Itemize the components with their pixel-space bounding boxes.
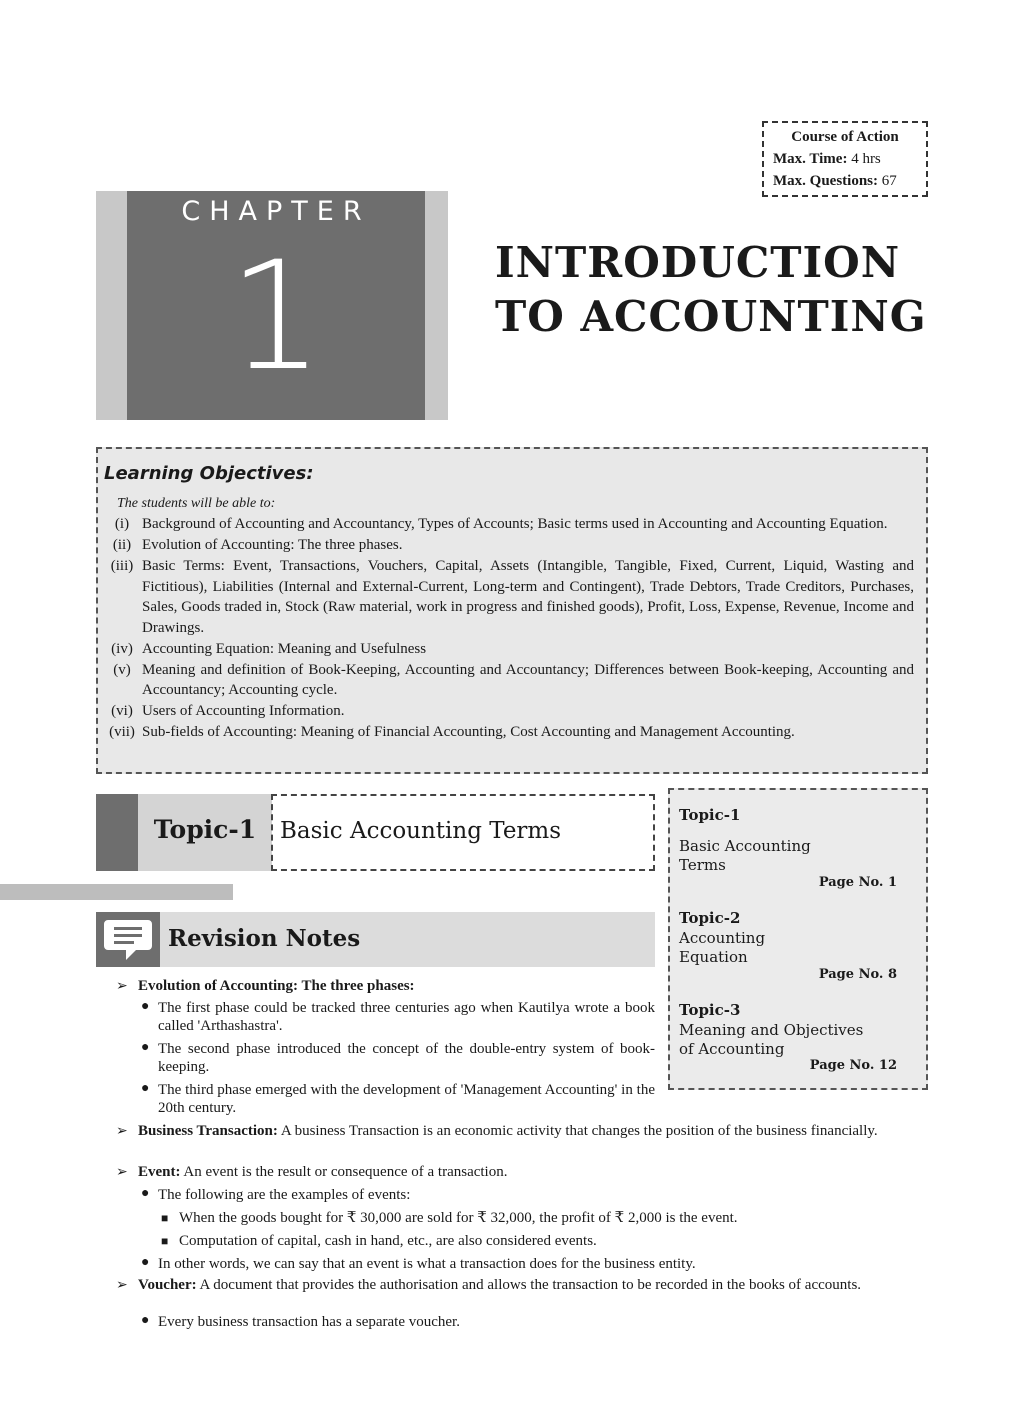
notes-icon-bg xyxy=(96,912,160,967)
topic-label: Topic-1 xyxy=(153,815,257,844)
max-questions: Max. Questions: 67 xyxy=(773,173,897,189)
topic-index-page: Page No. 1 xyxy=(818,875,897,890)
square-bullet-icon: ■ xyxy=(161,1211,169,1225)
list-item: (v) Meaning and definition of Book-Keeping, Accounting and Accountancy; Differences between Book-keeping, Accounting and Accountancy; Accounting cycle. xyxy=(113,661,914,698)
chapter-number: 1 xyxy=(228,230,324,404)
max-time: Max. Time: 4 hrs xyxy=(773,151,881,167)
list-item: (iii) Basic Terms: Event, Transactions, Vouchers, Capital, Assets (Intangible, Tangible, Fixed, Current, Liquid, Wasting and Fictitious), Liabilities (Internal and External-Current, Long-term and Contingent), Trade Debtors, Trade Creditors, Purchases, Sales, Goods traded in, Stock (Raw material, work in progress and finished goods), Profit, Loss, Expense, Revenue, Income and Drawings. xyxy=(110,558,914,636)
list-item: (vi) Users of Accounting Information. xyxy=(111,703,345,719)
divider xyxy=(0,884,233,900)
list-item: The first phase could be tracked three centuries ago when Kautilya wrote a book called 'Arthashastra'. xyxy=(158,1000,655,1034)
topic-header-accent xyxy=(96,794,138,871)
voucher: Voucher: A document that provides the authorisation and allows the transaction to be recorded in the books of accounts. xyxy=(138,1277,862,1293)
bullet-icon: ● xyxy=(141,1313,150,1328)
speech-bubble-icon xyxy=(96,912,160,967)
list-item: The second phase introduced the concept of the double-entry system of book-keeping. xyxy=(158,1041,655,1075)
learning-objectives-list xyxy=(102,514,914,743)
arrow-bullet-icon: ➢ xyxy=(116,1278,128,1293)
learning-objectives-intro: The students will be able to: xyxy=(117,496,276,511)
list-item: (vii) Sub-fields of Accounting: Meaning of Financial Accounting, Cost Accounting and Management Accounting. xyxy=(109,724,795,740)
list-item: When the goods bought for ₹ 30,000 are sold for ₹ 32,000, the profit of ₹ 2,000 is the event. xyxy=(179,1210,738,1226)
chapter-label: CHAPTER xyxy=(181,196,371,227)
bullet-icon: ● xyxy=(141,1186,150,1201)
topic-index-name: Basic Accounting Terms xyxy=(679,837,811,874)
bullet-icon: ● xyxy=(141,1081,150,1096)
evolution-heading: Evolution of Accounting: The three phases: xyxy=(138,978,415,994)
list-item: Computation of capital, cash in hand, etc., are also considered events. xyxy=(179,1233,597,1249)
square-bullet-icon: ■ xyxy=(161,1234,169,1248)
topic-index-label: Topic-3 xyxy=(679,1001,741,1019)
event: Event: An event is the result or consequence of a transaction. xyxy=(138,1164,508,1180)
arrow-bullet-icon: ➢ xyxy=(116,1124,128,1139)
list-item: (i) Background of Accounting and Accountancy, Types of Accounts; Basic terms used in Accounting and Accounting Equation. xyxy=(114,516,888,532)
arrow-bullet-icon: ➢ xyxy=(116,1165,128,1180)
business-transaction: Business Transaction: A business Transaction is an economic activity that changes the position of the business financially. xyxy=(138,1123,878,1139)
list-item: The third phase emerged with the development of 'Management Accounting' in the 20th century. xyxy=(158,1082,655,1116)
topic-index-label: Topic-2 xyxy=(679,909,741,927)
list-item: The following are the examples of events: xyxy=(158,1187,411,1203)
list-item: (iv) Accounting Equation: Meaning and Usefulness xyxy=(111,640,427,657)
bullet-icon: ● xyxy=(141,999,150,1014)
list-item: Every business transaction has a separate voucher. xyxy=(158,1314,460,1330)
list-item: (ii) Evolution of Accounting: The three phases. xyxy=(112,537,403,553)
topic-index-name: Accounting Equation xyxy=(679,929,766,966)
topic-index-page: Page No. 8 xyxy=(818,967,897,982)
chapter-title: INTRODUCTION TO ACCOUNTING xyxy=(495,238,927,341)
course-of-action-title: Course of Action xyxy=(791,129,899,145)
arrow-bullet-icon: ➢ xyxy=(116,979,128,994)
course-of-action-box xyxy=(762,121,928,197)
topic-title: Basic Accounting Terms xyxy=(280,818,562,844)
bullet-icon: ● xyxy=(141,1040,150,1055)
learning-objectives-heading: Learning Objectives: xyxy=(104,463,314,484)
list-item: In other words, we can say that an event is what a transaction does for the business entity. xyxy=(158,1256,696,1272)
topic-index-label: Topic-1 xyxy=(679,806,741,824)
revision-notes-heading: Revision Notes xyxy=(168,925,361,952)
topic-index-page: Page No. 12 xyxy=(809,1058,897,1073)
topic-index-name: Meaning and Objectives of Accounting xyxy=(679,1021,864,1058)
bullet-icon: ● xyxy=(141,1255,150,1270)
